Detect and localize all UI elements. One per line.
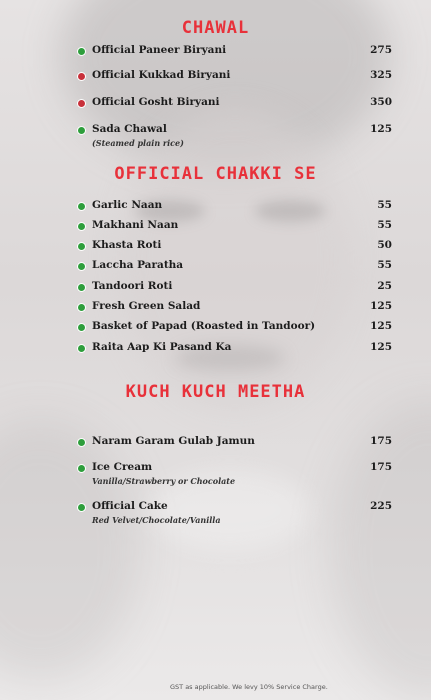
menu-item-name: Official Paneer Biryani [92,44,227,56]
menu-item-price: 125 [370,300,392,312]
menu-item-name: Laccha Paratha [92,259,184,271]
veg-indicator-icon [78,345,85,352]
veg-indicator-icon [78,284,85,291]
menu-item [78,500,392,530]
veg-indicator-icon [78,223,85,230]
menu-item [78,435,392,453]
menu-item-price: 225 [370,500,392,512]
menu-item-name: Naram Garam Gulab Jamun [92,435,255,447]
veg-indicator-icon [78,465,85,472]
menu-item-price: 275 [370,44,392,56]
veg-indicator-icon [78,263,85,270]
menu-item-name: Makhani Naan [92,219,179,231]
menu-item-price: 55 [377,199,392,211]
menu-item-name: Fresh Green Salad [92,300,201,312]
menu-item-price: 175 [370,461,392,473]
section-title-chakki: OFFICIAL CHAKKI SE [114,164,317,184]
veg-indicator-icon [78,243,85,250]
menu-item-name: Ice Cream [92,461,153,473]
menu-item-description: Red Velvet/Chocolate/Vanilla [92,515,221,525]
menu-item [78,44,392,62]
menu-item-name: Sada Chawal [92,123,167,135]
menu-item-name: Raita Aap Ki Pasand Ka [92,341,232,353]
menu-item-price: 55 [377,259,392,271]
veg-indicator-icon [78,48,85,55]
section-title-chawal: CHAWAL [181,18,250,38]
veg-indicator-icon [78,439,85,446]
menu-item-name: Garlic Naan [92,199,163,211]
menu-item [78,69,392,87]
menu-item [78,96,392,114]
menu-item [78,320,392,338]
menu-item-price: 350 [370,96,392,108]
menu-item [78,199,392,217]
menu-item-description: (Steamed plain rice) [92,138,184,148]
menu-item-name: Official Cake [92,500,168,512]
menu-item [78,280,392,298]
menu-item-price: 325 [370,69,392,81]
veg-indicator-icon [78,504,85,511]
menu-item-name: Basket of Papad (Roasted in Tandoor) [92,320,316,332]
menu-item-price: 25 [377,280,392,292]
menu-item-price: 125 [370,341,392,353]
menu-item [78,341,392,359]
menu-item [78,219,392,237]
veg-indicator-icon [78,324,85,331]
menu-item-name: Khasta Roti [92,239,162,251]
non-veg-indicator-icon [78,100,85,107]
menu-item-price: 50 [377,239,392,251]
menu-item [78,461,392,491]
section-title-meetha: KUCH KUCH MEETHA [125,382,306,402]
menu-item-price: 125 [370,123,392,135]
menu-item-price: 55 [377,219,392,231]
menu-item [78,259,392,277]
menu-item [78,123,392,153]
menu-item [78,300,392,318]
veg-indicator-icon [78,304,85,311]
veg-indicator-icon [78,203,85,210]
menu-item-price: 175 [370,435,392,447]
menu-item-name: Official Gosht Biryani [92,96,220,108]
footer-note: GST as applicable. We levy 10% Service Charge. [170,683,328,691]
menu-item-name: Tandoori Roti [92,280,173,292]
menu-item [78,239,392,257]
menu-item-price: 125 [370,320,392,332]
non-veg-indicator-icon [78,73,85,80]
veg-indicator-icon [78,127,85,134]
menu-item-name: Official Kukkad Biryani [92,69,231,81]
menu-item-description: Vanilla/Strawberry or Chocolate [92,476,236,486]
